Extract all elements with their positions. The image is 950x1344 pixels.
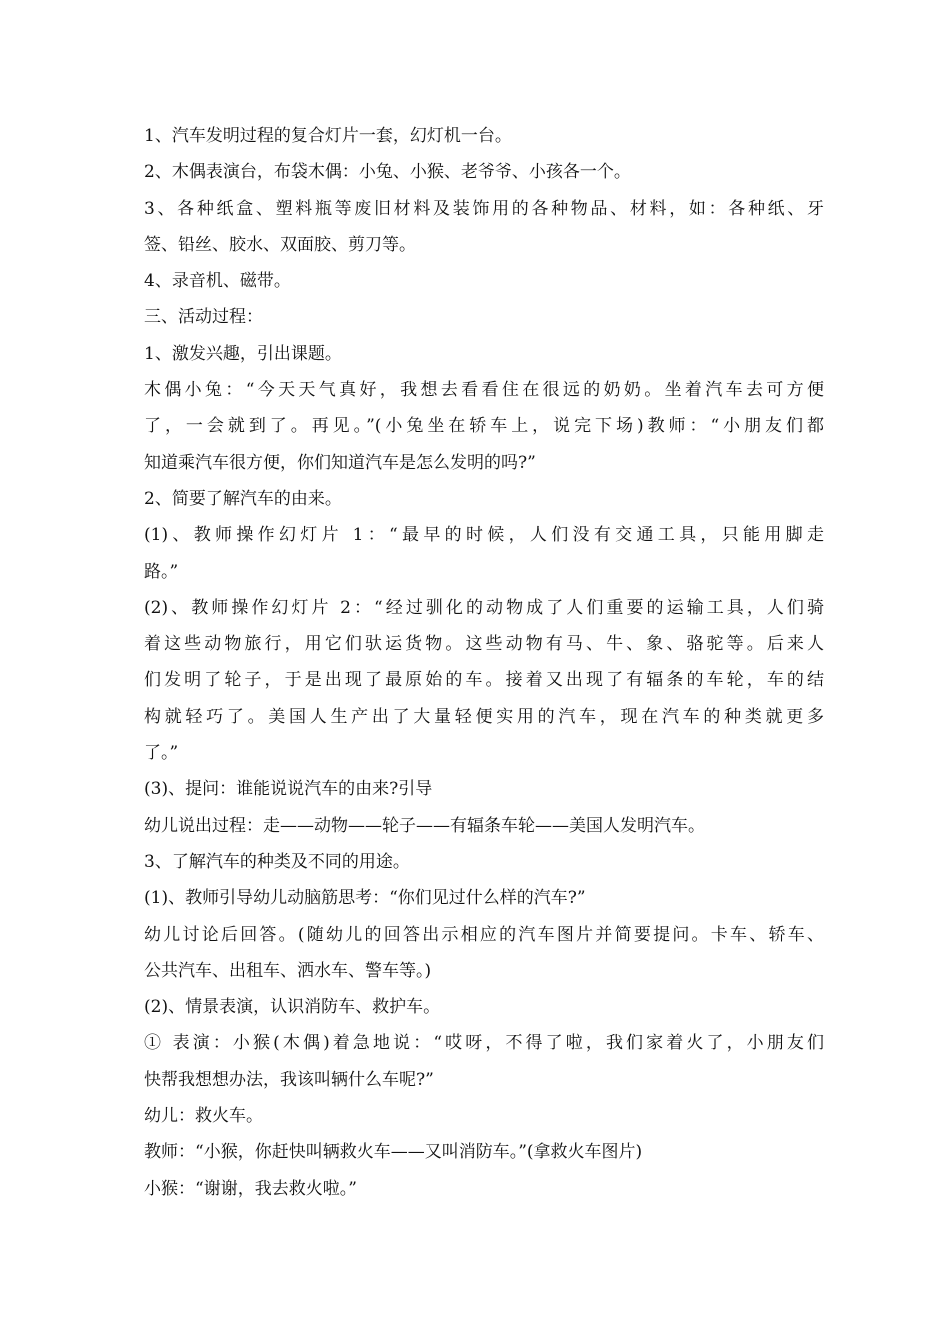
text-line: 知道乘汽车很方便，你们知道汽车是怎么发明的吗?” bbox=[144, 452, 536, 473]
text-line: 们发明了轮子，于是出现了最原始的车。接着又出现了有辐条的车轮，车的结 bbox=[144, 670, 824, 691]
text-line: (1)、教师操作幻灯片 1：“最早的时候，人们没有交通工具，只能用脚走 bbox=[144, 525, 824, 546]
text-line: 2、简要了解汽车的由来。 bbox=[144, 488, 342, 509]
text-line: 幼儿：救火车。 bbox=[144, 1106, 263, 1127]
text-line: 3、各种纸盒、塑料瓶等废旧材料及装饰用的各种物品、材料，如：各种纸、牙 bbox=[144, 198, 824, 219]
text-line: 3、了解汽车的种类及不同的用途。 bbox=[144, 851, 410, 872]
text-line: 小猴：“谢谢，我去救火啦。” bbox=[144, 1178, 357, 1199]
text-line: 木偶小兔：“今天天气真好，我想去看看住在很远的奶奶。坐着汽车去可方便 bbox=[144, 380, 824, 401]
text-line: (3)、提问：谁能说说汽车的由来?引导 bbox=[144, 779, 433, 800]
text-line: (2)、教师操作幻灯片 2：“经过驯化的动物成了人们重要的运输工具，人们骑 bbox=[144, 597, 824, 618]
text-line: 了。” bbox=[144, 743, 179, 764]
text-line: 签、铅丝、胶水、双面胶、剪刀等。 bbox=[144, 234, 416, 255]
text-line: 1、激发兴趣，引出课题。 bbox=[144, 343, 342, 364]
text-line: 路。” bbox=[144, 561, 179, 582]
text-line: 着这些动物旅行，用它们驮运货物。这些动物有马、牛、象、骆驼等。后来人 bbox=[144, 634, 824, 655]
text-line: 公共汽车、出租车、洒水车、警车等。) bbox=[144, 960, 432, 981]
text-line: 幼儿说出过程：走——动物——轮子——有辐条车轮——美国人发明汽车。 bbox=[144, 815, 705, 836]
text-line: (1)、教师引导幼儿动脑筋思考：“你们见过什么样的汽车?” bbox=[144, 888, 586, 909]
text-line: (2)、情景表演，认识消防车、救护车。 bbox=[144, 997, 441, 1018]
section-heading: 三、活动过程： bbox=[144, 307, 263, 328]
text-line: 1、汽车发明过程的复合灯片一套，幻灯机一台。 bbox=[144, 126, 512, 146]
text-line: 教师：“小猴，你赶快叫辆救火车——又叫消防车。”(拿救火车图片) bbox=[144, 1142, 643, 1163]
text-line: 了，一会就到了。再见。”(小兔坐在轿车上，说完下场)教师：“小朋友们都 bbox=[144, 416, 824, 437]
text-line: 幼儿讨论后回答。(随幼儿的回答出示相应的汽车图片并简要提问。卡车、轿车、 bbox=[144, 924, 824, 945]
text-line: 快帮我想想办法，我该叫辆什么车呢?” bbox=[144, 1069, 434, 1090]
text-line: 构就轻巧了。美国人生产出了大量轻便实用的汽车，现在汽车的种类就更多 bbox=[144, 706, 824, 727]
text-line: 4、录音机、磁带。 bbox=[144, 271, 291, 292]
document-body bbox=[144, 118, 824, 1207]
text-line: 2、木偶表演台，布袋木偶：小兔、小猴、老爷爷、小孩各一个。 bbox=[144, 162, 631, 183]
text-line: ① 表演：小猴(木偶)着急地说：“哎呀，不得了啦，我们家着火了，小朋友们 bbox=[144, 1033, 824, 1054]
